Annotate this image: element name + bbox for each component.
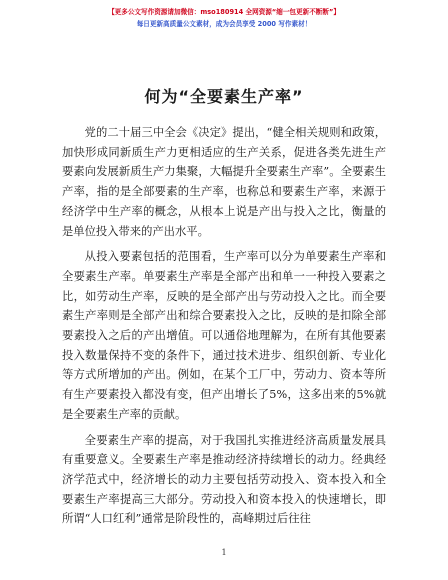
document-title: 何为“全要素生产率” — [144, 87, 304, 106]
paragraph-3: 全要素生产率的提高，对于我国扎实推进经济高质量发展具有重要意义。全要素生产率是推动经济持续增长的动力。经典经济学范式中，经济增长的动力主要包括劳动投入、资本投入和全要素生产率提高三大部分。劳动投入和资本投入的快速增长，即所谓“人口红利”通常是阶段性的，高峰期过后往往 — [62, 433, 386, 526]
paragraph-2: 从投入要素包括的范围看，生产率可以分为单要素生产率和全要素生产率。单要素生产率是全部产出和单一一种投入要素之比，如劳动生产率，反映的是全部产出与劳动投入之比。而全要素生产率则是全部产出和综合要素投入之比，反映的是扣除全部要素投入之后的产出增值。可以通俗地理解为，在所有其他要素投入数量保持不变的条件下，通过技术进步、组织创新、专业化等方式所增加的产出。例如，在某个工厂中，劳动力、资本等所有生产要素投入都没有变，但产出增长了5%，这多出来的5%就是全要素生产率的贡献。 — [62, 250, 386, 421]
promo-banner — [0, 6, 448, 30]
promo-banner-line-2: 每日更新高质量公文素材，成为会员享受 2000 写作素材！ — [136, 20, 312, 28]
page-number: 1 — [221, 548, 227, 557]
document-body — [62, 123, 386, 535]
paragraph-1: 党的二十届三中全会《决定》提出，“健全相关规则和政策，加快形成同新质生产力更相适应的生产关系，促进各类先进生产要素向发展新质生产力集聚，大幅提升全要素生产率”。全要素生产率，指的是全部要素的生产率，也称总和要素生产率，来源于经济学中生产率的概念，从根本上说是产出与投入之比，衡量的是单位投入带来的产出水平。 — [62, 126, 386, 238]
promo-banner-line-1: 【更多公文写作资源请加微信：mso180914 全网资源“缩一包更新不断断”】 — [108, 8, 340, 16]
